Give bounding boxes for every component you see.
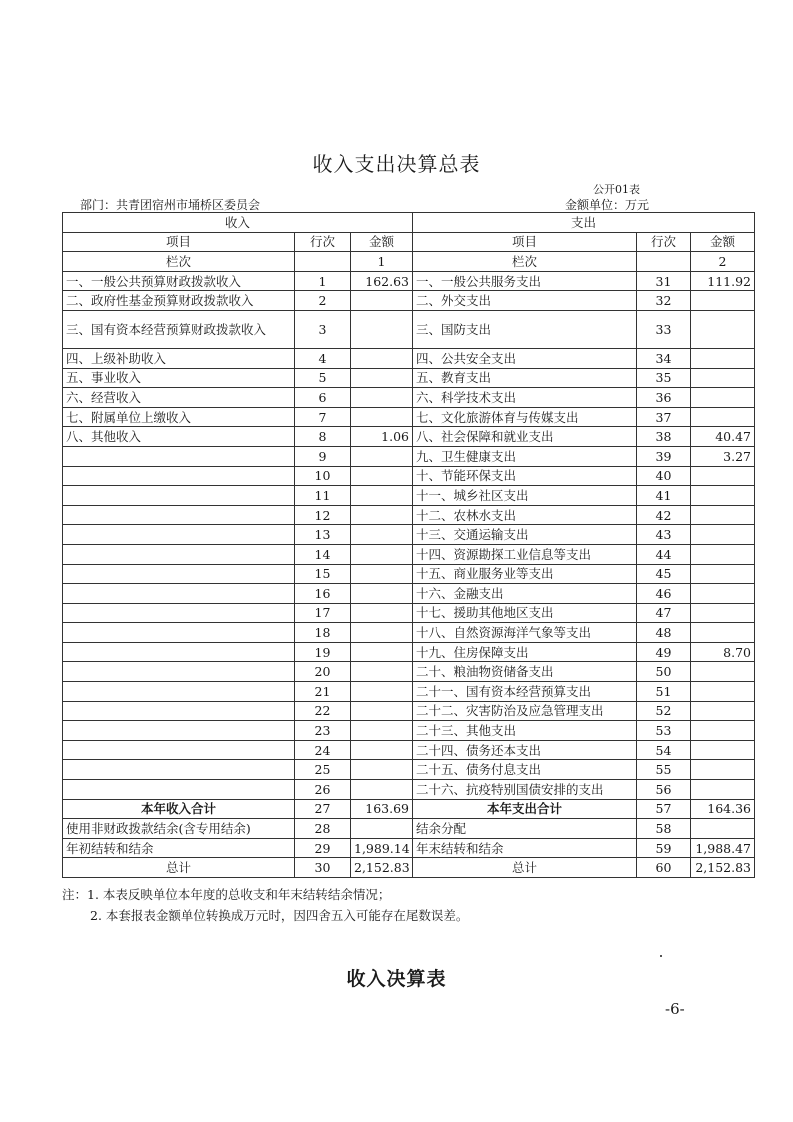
footnotes	[62, 884, 468, 926]
income-item	[63, 505, 295, 525]
income-item: 七、附属单位上缴收入	[63, 407, 295, 427]
expense-amount	[691, 505, 755, 525]
income-item: 二、政府性基金预算财政拨款收入	[63, 291, 295, 311]
table-row	[63, 388, 755, 408]
income-total-item: 本年收入合计	[63, 799, 295, 819]
expense-item: 十三、交通运输支出	[413, 525, 637, 545]
expense-amount	[691, 701, 755, 721]
expense-row-no: 44	[637, 544, 691, 564]
amount-unit-label: 金额单位：万元	[565, 198, 650, 212]
expense-total-row-no: 60	[637, 858, 691, 878]
expense-amount	[691, 662, 755, 682]
expense-item: 二十二、灾害防治及应急管理支出	[413, 701, 637, 721]
income-row-no: 25	[295, 760, 351, 780]
expense-row-no: 51	[637, 682, 691, 702]
expense-item: 二十四、债务还本支出	[413, 740, 637, 760]
income-row-no: 18	[295, 623, 351, 643]
income-row-no: 20	[295, 662, 351, 682]
expense-amount	[691, 760, 755, 780]
expense-amount	[691, 721, 755, 741]
next-table-title: 收入决算表	[346, 968, 447, 990]
income-item	[63, 760, 295, 780]
income-row-no: 15	[295, 564, 351, 584]
expense-row-no: 33	[637, 310, 691, 348]
column-number-row	[63, 252, 755, 272]
expense-row-no: 46	[637, 584, 691, 604]
income-amount	[351, 721, 413, 741]
income-row-no: 2	[295, 291, 351, 311]
expense-item: 十、节能环保支出	[413, 466, 637, 486]
expense-row-no: 52	[637, 701, 691, 721]
expense-row-no: 45	[637, 564, 691, 584]
expense-item: 五、教育支出	[413, 368, 637, 388]
table-row	[63, 466, 755, 486]
income-row-no: 23	[295, 721, 351, 741]
income-row-no: 24	[295, 740, 351, 760]
expense-amount	[691, 740, 755, 760]
income-total-item: 年初结转和结余	[63, 838, 295, 858]
expense-row-no: 49	[637, 642, 691, 662]
expense-amount	[691, 544, 755, 564]
expense-row-no: 36	[637, 388, 691, 408]
expense-row-no: 31	[637, 271, 691, 291]
table-row	[63, 407, 755, 427]
income-item	[63, 446, 295, 466]
income-total-amount	[351, 819, 413, 839]
expense-amount: 8.70	[691, 642, 755, 662]
expense-row-no: 53	[637, 721, 691, 741]
expense-item: 七、文化旅游体育与传媒支出	[413, 407, 637, 427]
table-row	[63, 291, 755, 311]
income-row-no: 16	[295, 584, 351, 604]
income-column-no-label: 栏次	[63, 252, 295, 272]
expense-total-item: 年末结转和结余	[413, 838, 637, 858]
footnote-2: 2. 本套报表金额单位转换成万元时，因四舍五入可能存在尾数误差。	[90, 908, 469, 923]
expense-row-no: 47	[637, 603, 691, 623]
expense-amount: 40.47	[691, 427, 755, 447]
expense-amount	[691, 564, 755, 584]
expense-total-item: 总计	[413, 858, 637, 878]
expense-item: 九、卫生健康支出	[413, 446, 637, 466]
income-expense-table	[62, 212, 755, 878]
income-row-no: 13	[295, 525, 351, 545]
footnote-1: 注：1. 本表反映单位本年度的总收支和年末结转结余情况；	[62, 887, 391, 902]
expense-total-amount	[691, 819, 755, 839]
income-item	[63, 486, 295, 506]
expense-item: 一、一般公共服务支出	[413, 271, 637, 291]
income-amount	[351, 662, 413, 682]
expense-total-amount: 2,152.83	[691, 858, 755, 878]
page-title: 收入支出决算总表	[312, 152, 481, 176]
table-row	[63, 584, 755, 604]
income-amount	[351, 701, 413, 721]
expense-section-header: 支出	[413, 213, 755, 233]
expense-item: 十八、自然资源海洋气象等支出	[413, 623, 637, 643]
income-item	[63, 701, 295, 721]
income-item	[63, 662, 295, 682]
income-amount	[351, 486, 413, 506]
total-row	[63, 838, 755, 858]
expense-row-no: 54	[637, 740, 691, 760]
income-total-amount: 2,152.83	[351, 858, 413, 878]
income-row-no: 11	[295, 486, 351, 506]
expense-amount: 111.92	[691, 271, 755, 291]
income-amount	[351, 623, 413, 643]
income-item: 五、事业收入	[63, 368, 295, 388]
expense-amount	[691, 310, 755, 348]
income-item	[63, 682, 295, 702]
income-item	[63, 584, 295, 604]
income-amount	[351, 388, 413, 408]
table-row	[63, 348, 755, 368]
expense-total-row-no: 57	[637, 799, 691, 819]
income-item: 四、上级补助收入	[63, 348, 295, 368]
income-total-row-no: 29	[295, 838, 351, 858]
expense-item: 三、国防支出	[413, 310, 637, 348]
table-row	[63, 427, 755, 447]
expense-amount	[691, 348, 755, 368]
income-amount	[351, 368, 413, 388]
expense-item: 十五、商业服务业等支出	[413, 564, 637, 584]
income-item	[63, 721, 295, 741]
table-row	[63, 486, 755, 506]
income-amount	[351, 525, 413, 545]
expense-item: 十一、城乡社区支出	[413, 486, 637, 506]
income-amount	[351, 544, 413, 564]
income-item	[63, 564, 295, 584]
expense-item: 十四、资源勘探工业信息等支出	[413, 544, 637, 564]
table-row	[63, 446, 755, 466]
expense-amount	[691, 623, 755, 643]
total-row	[63, 819, 755, 839]
expense-amount-header: 金额	[691, 232, 755, 252]
expense-row-no: 42	[637, 505, 691, 525]
empty-cell	[637, 252, 691, 272]
income-row-no: 5	[295, 368, 351, 388]
table-row	[63, 505, 755, 525]
expense-item: 六、科学技术支出	[413, 388, 637, 408]
income-row-no: 19	[295, 642, 351, 662]
expense-row-no: 34	[637, 348, 691, 368]
income-row-no: 12	[295, 505, 351, 525]
income-amount	[351, 291, 413, 311]
expense-item: 十六、金融支出	[413, 584, 637, 604]
income-amount	[351, 446, 413, 466]
expense-item: 十九、住房保障支出	[413, 642, 637, 662]
income-amount	[351, 407, 413, 427]
expense-amount	[691, 525, 755, 545]
income-item	[63, 780, 295, 800]
expense-row-no: 43	[637, 525, 691, 545]
income-column-no: 1	[351, 252, 413, 272]
expense-amount	[691, 407, 755, 427]
expense-amount	[691, 780, 755, 800]
expense-row-no: 39	[637, 446, 691, 466]
expense-row-no: 50	[637, 662, 691, 682]
expense-amount	[691, 486, 755, 506]
income-row-no: 21	[295, 682, 351, 702]
expense-item: 二十一、国有资本经营预算支出	[413, 682, 637, 702]
expense-item: 十二、农林水支出	[413, 505, 637, 525]
income-total-amount: 1,989.14	[351, 838, 413, 858]
income-total-item: 总计	[63, 858, 295, 878]
expense-amount	[691, 682, 755, 702]
income-row-no: 22	[295, 701, 351, 721]
empty-cell	[295, 252, 351, 272]
income-amount: 1.06	[351, 427, 413, 447]
department-label: 部门：共青团宿州市埇桥区委员会	[80, 198, 261, 212]
income-row-no: 14	[295, 544, 351, 564]
expense-item: 二十三、其他支出	[413, 721, 637, 741]
income-row-no: 9	[295, 446, 351, 466]
table-row	[63, 271, 755, 291]
expense-item: 二十、粮油物资储备支出	[413, 662, 637, 682]
expense-row-no: 35	[637, 368, 691, 388]
expense-amount	[691, 388, 755, 408]
income-item	[63, 603, 295, 623]
table-row	[63, 721, 755, 741]
expense-total-row-no: 59	[637, 838, 691, 858]
expense-total-row-no: 58	[637, 819, 691, 839]
table-row	[63, 760, 755, 780]
expense-row-no: 40	[637, 466, 691, 486]
income-amount	[351, 760, 413, 780]
income-row-no: 17	[295, 603, 351, 623]
income-item	[63, 623, 295, 643]
income-row-no: 4	[295, 348, 351, 368]
income-item	[63, 466, 295, 486]
expense-amount	[691, 466, 755, 486]
expense-total-item: 本年支出合计	[413, 799, 637, 819]
income-row-no: 1	[295, 271, 351, 291]
income-amount	[351, 505, 413, 525]
income-amount	[351, 466, 413, 486]
expense-row-no: 38	[637, 427, 691, 447]
expense-item: 八、社会保障和就业支出	[413, 427, 637, 447]
income-amount	[351, 584, 413, 604]
expense-row-no: 37	[637, 407, 691, 427]
table-row	[63, 525, 755, 545]
income-row-no: 26	[295, 780, 351, 800]
expense-amount	[691, 291, 755, 311]
expense-total-amount: 164.36	[691, 799, 755, 819]
expense-row-no: 32	[637, 291, 691, 311]
income-total-row-no: 28	[295, 819, 351, 839]
income-item: 三、国有资本经营预算财政拨款收入	[63, 310, 295, 348]
table-row	[63, 682, 755, 702]
table-row	[63, 701, 755, 721]
income-item	[63, 642, 295, 662]
table-row	[63, 662, 755, 682]
table-row	[63, 544, 755, 564]
table-row	[63, 623, 755, 643]
expense-column-no-label: 栏次	[413, 252, 637, 272]
section-header-row	[63, 213, 755, 233]
expense-item: 十七、援助其他地区支出	[413, 603, 637, 623]
income-amount	[351, 642, 413, 662]
expense-item: 二十五、债务付息支出	[413, 760, 637, 780]
expense-item: 四、公共安全支出	[413, 348, 637, 368]
expense-row-no: 56	[637, 780, 691, 800]
income-row-no: 10	[295, 466, 351, 486]
income-item	[63, 740, 295, 760]
table-row	[63, 368, 755, 388]
income-row-no: 8	[295, 427, 351, 447]
expense-row-no: 55	[637, 760, 691, 780]
expense-item: 二十六、抗疫特别国债安排的支出	[413, 780, 637, 800]
expense-item-header: 项目	[413, 232, 637, 252]
expense-amount	[691, 603, 755, 623]
income-item	[63, 544, 295, 564]
scan-mark	[660, 955, 662, 957]
income-amount	[351, 682, 413, 702]
expense-item: 二、外交支出	[413, 291, 637, 311]
income-amount	[351, 564, 413, 584]
column-header-row	[63, 232, 755, 252]
total-row	[63, 858, 755, 878]
income-total-item: 使用非财政拨款结余(含专用结余)	[63, 819, 295, 839]
expense-total-item: 结余分配	[413, 819, 637, 839]
page-number: -6-	[665, 1000, 685, 1018]
income-amount	[351, 310, 413, 348]
table-row	[63, 740, 755, 760]
income-total-row-no: 30	[295, 858, 351, 878]
income-amount	[351, 740, 413, 760]
table-row	[63, 642, 755, 662]
income-amount	[351, 603, 413, 623]
total-row	[63, 799, 755, 819]
income-row-no: 6	[295, 388, 351, 408]
expense-total-amount: 1,988.47	[691, 838, 755, 858]
income-total-row-no: 27	[295, 799, 351, 819]
income-row-no: 7	[295, 407, 351, 427]
expense-row-no: 48	[637, 623, 691, 643]
income-item	[63, 525, 295, 545]
table-row	[63, 564, 755, 584]
expense-amount	[691, 584, 755, 604]
income-section-header: 收入	[63, 213, 413, 233]
table-row	[63, 603, 755, 623]
income-item: 六、经营收入	[63, 388, 295, 408]
income-item: 八、其他收入	[63, 427, 295, 447]
income-amount	[351, 348, 413, 368]
table-row	[63, 310, 755, 348]
expense-amount	[691, 368, 755, 388]
income-amount: 162.63	[351, 271, 413, 291]
income-amount	[351, 780, 413, 800]
income-row-no: 3	[295, 310, 351, 348]
income-amount-header: 金额	[351, 232, 413, 252]
income-item: 一、一般公共预算财政拨款收入	[63, 271, 295, 291]
expense-row-no-header: 行次	[637, 232, 691, 252]
income-row-no-header: 行次	[295, 232, 351, 252]
form-code: 公开01表	[593, 183, 640, 196]
income-total-amount: 163.69	[351, 799, 413, 819]
expense-column-no: 2	[691, 252, 755, 272]
expense-amount: 3.27	[691, 446, 755, 466]
income-item-header: 项目	[63, 232, 295, 252]
expense-row-no: 41	[637, 486, 691, 506]
table-row	[63, 780, 755, 800]
